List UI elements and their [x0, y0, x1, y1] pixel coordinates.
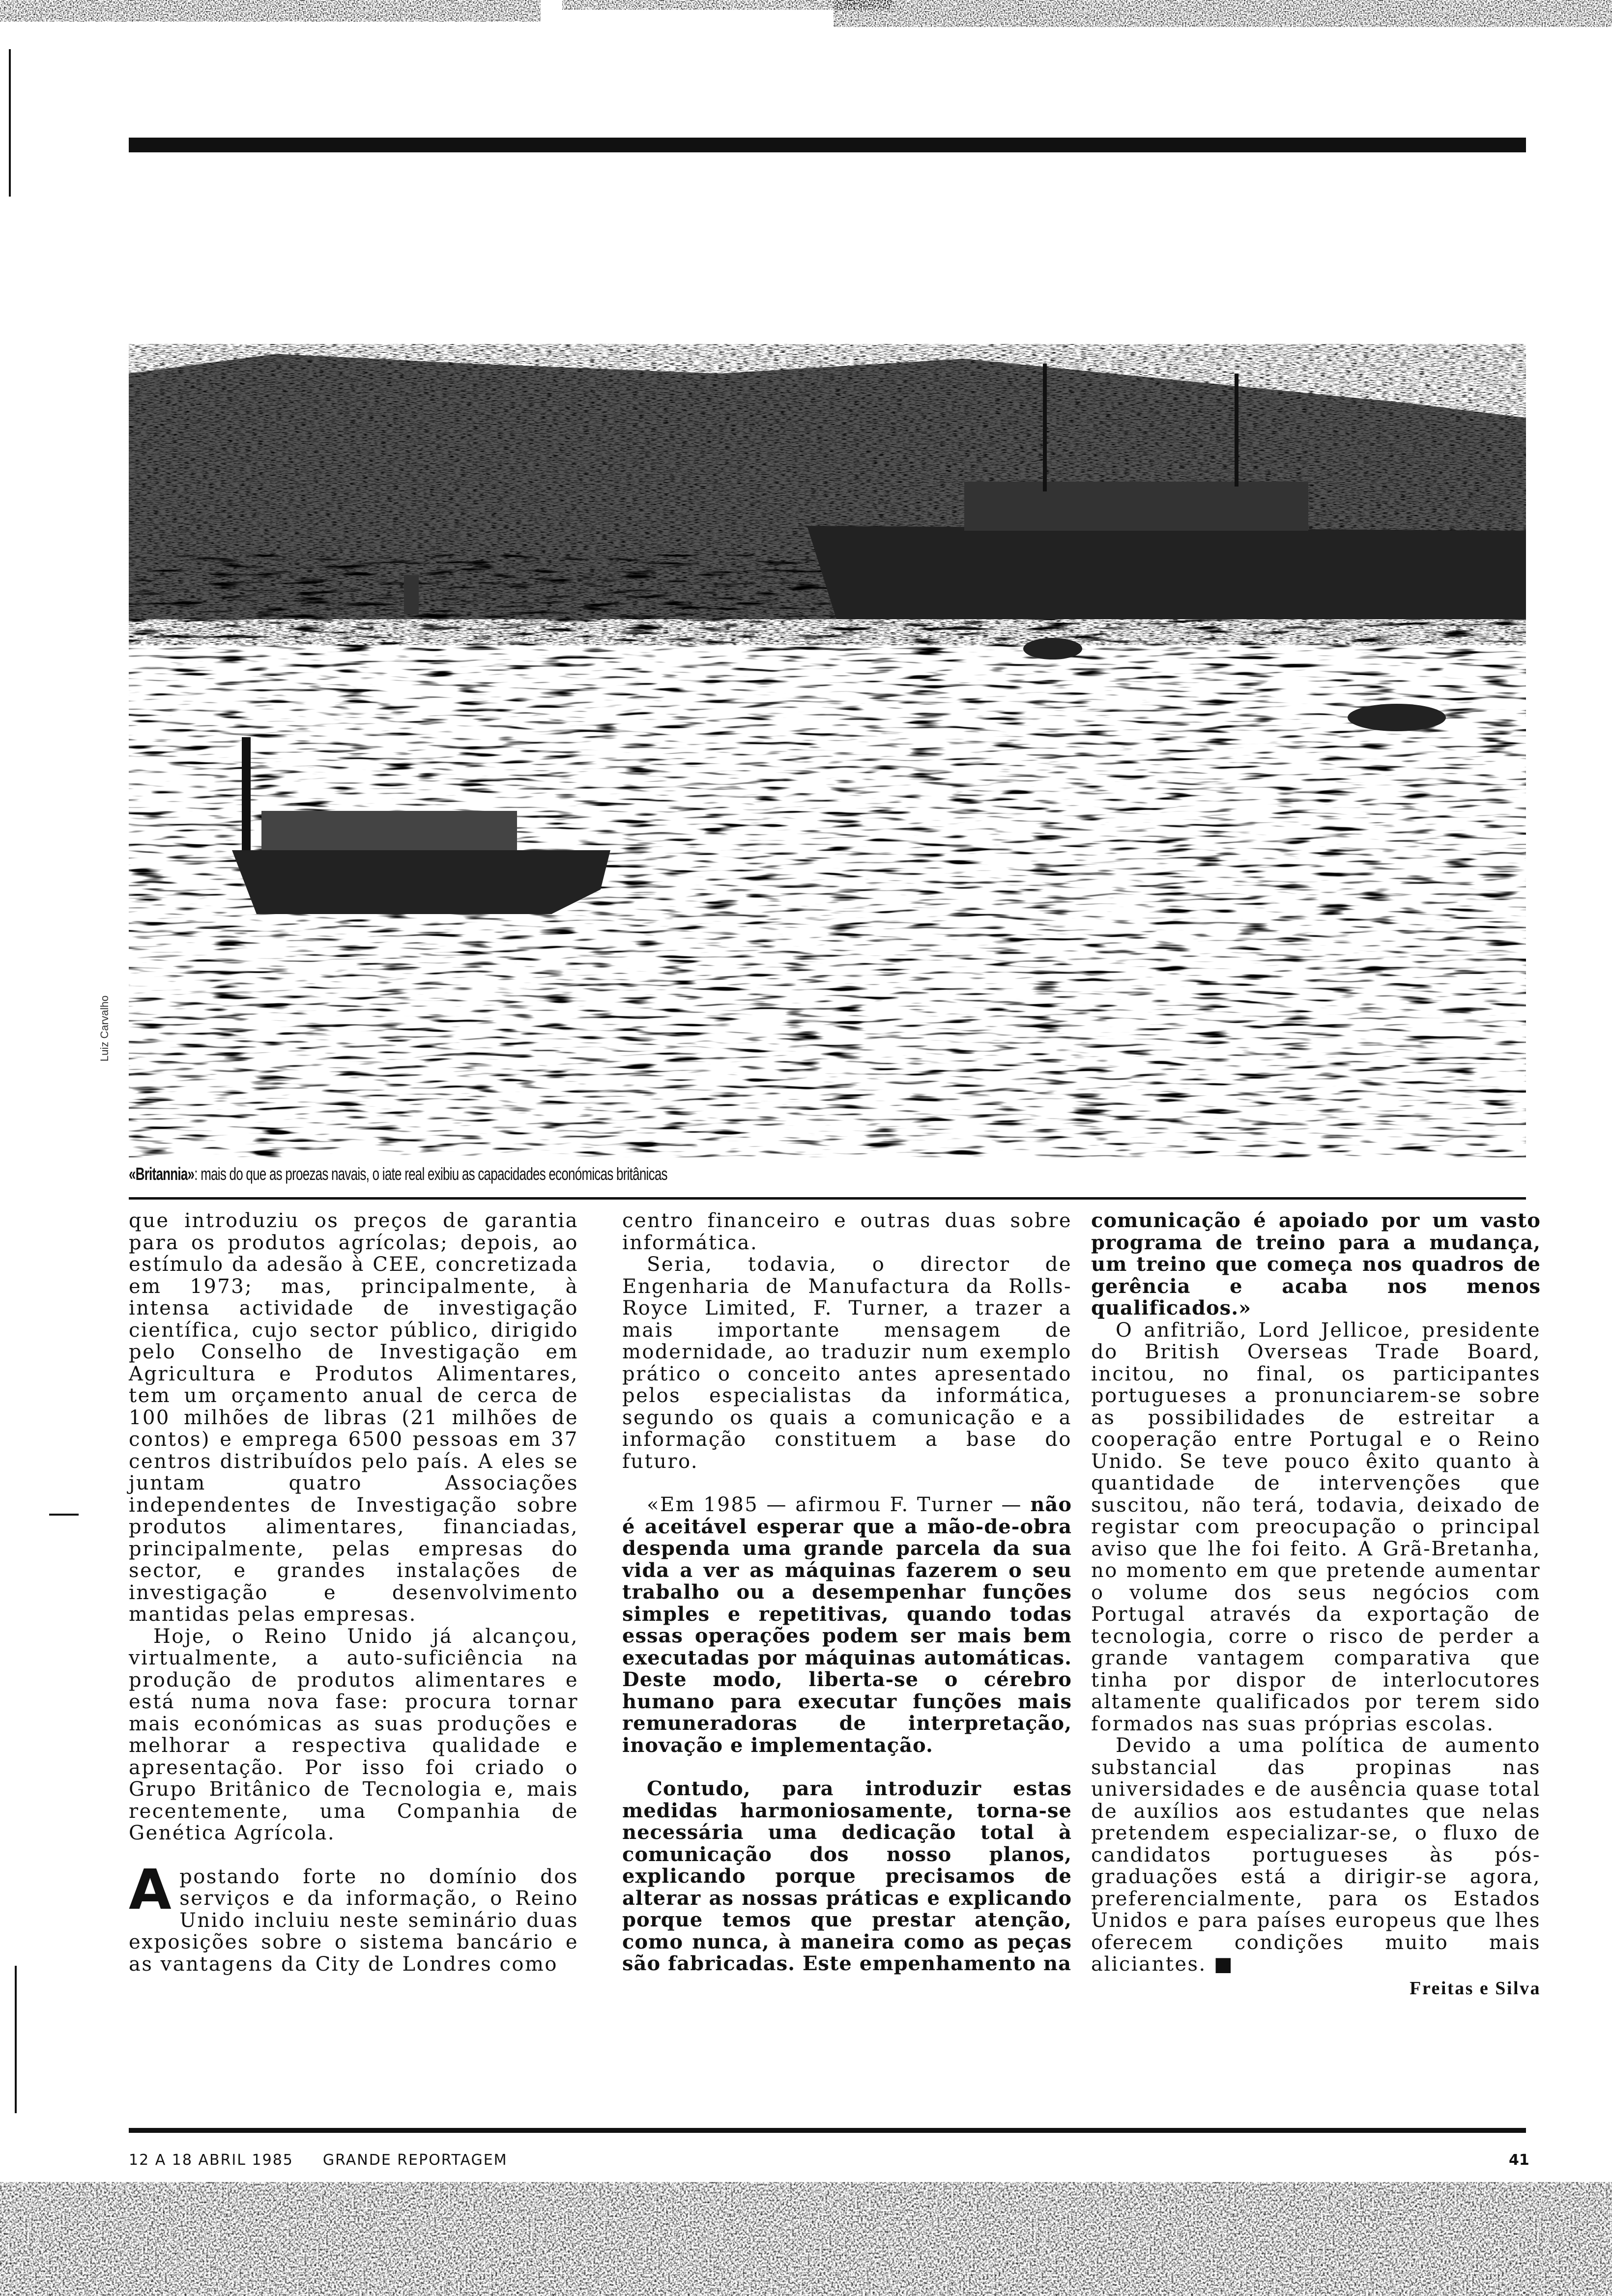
- caption-text: : mais do que as proezas navais, o iate real exibiu as capacidades económicas britânicas: [194, 1164, 667, 1184]
- page-number: 41: [1509, 2152, 1529, 2169]
- author-signature: Freitas e Silva: [1410, 1978, 1541, 1999]
- paragraph: que introduziu os preços de garantia para os produtos agrícolas; depois, ao estímulo da adesão à CEE, concretizada em 1973; mas, principalmente, à intensa actividade de investigação científica, cujo sector público, dirigido pelo Conselho de Investigação em Agricultura e Produtos Alimentares, tem um orçamento anual de cerca de 100 milhões de libras (21 milhões de contos) e emprega 6500 pessoas em 37 centros distribuídos pelo país. A eles se juntam quatro Associações independentes de Investigação sobre produtos alimentares, financiadas, principalmente, pelas empresas do sector, e grandes instalações de investigação e desenvolvimento mantidas pelas empresas.: [129, 1209, 578, 1626]
- photo-caption: [129, 1164, 667, 1184]
- quote-lead: «Em 1985 — afirmou F. Turner —: [647, 1493, 1031, 1516]
- article-column-1: [129, 1210, 578, 1975]
- caption-title: «Britannia»: [129, 1164, 195, 1184]
- paragraph: O anfitrião, Lord Jellicoe, presidente do British Overseas Trade Board, incitou, no final, os participantes portugueses a pronunciarem-se sobre as possibilidades de estreitar a cooperação entre Portugal e o Reino Unido. Se teve pouco êxito quanto à quantidade de intervenções que suscitou, não terá, todavia, deixado de registar com preocupação o principal aviso que lhe foi feito. A Grã-Bretanha, no momento em que pretende aumentar o volume dos seus negócios com Portugal através da exportação de tecnologia, corre o risco de perder a grande vantagem comparativa que tinha por dispor de interlocutores altamente qualificados por terem sido formados nas suas próprias escolas.: [1091, 1319, 1541, 1735]
- scan-noise-bottom: [0, 2182, 1612, 2296]
- quote-paragraph-bold: Contudo, para introduzir estas medidas harmoniosamente, torna-se necessária uma dedicação total à comunicação dos nosso planos, explicando porque precisamos de alterar as nossas práticas e explicando porque temos que prestar atenção, como nunca, à maneira como as peças são fabricadas. Este empenhamento na: [622, 1777, 1072, 1975]
- article-column-2: [622, 1210, 1072, 1975]
- paragraph-text: Devido a uma política de aumento substancial das propinas nas universidades e de ausência quase total de auxílios aos estudantes que nelas pretendem especializar-se, o fluxo de candidatos portugueses às pós-graduações está a dirigir-se agora, preferencialmente, para os Estados Unidos e para países europeus que lhes oferecem condições muito mais aliciantes.: [1091, 1734, 1541, 1976]
- paragraph: [1091, 1735, 1541, 1976]
- photo-credit: Luiz Carvalho: [98, 995, 111, 1062]
- caption-rule: [129, 1197, 1526, 1200]
- britannia-photo: [129, 344, 1526, 1157]
- footer-info: [129, 2152, 508, 2169]
- paragraph: Seria, todavia, o director de Engenharia de Manufactura da Rolls-Royce Limited, F. Turner, a trazer a mais importante mensagem de modernidade, ao traduzir num exemplo prático o conceito antes apresentado pelos especialistas da informática, segundo os quais a comunicação e a informação constituem a base do futuro.: [622, 1253, 1072, 1473]
- article-column-3: [1091, 1210, 1541, 1999]
- scan-edge-mark: [15, 1966, 17, 2113]
- quote-paragraph-bold: comunicação é apoiado por um vasto programa de treino para a mudança, um treino que começa nos quadros de gerência e acaba nos menos qualificados.»: [1091, 1209, 1541, 1320]
- drop-cap: A: [129, 1858, 173, 1922]
- scan-noise-top: [0, 0, 1612, 29]
- paragraph: centro financeiro e outras duas sobre informática.: [622, 1209, 1072, 1254]
- footer-rule: [129, 2128, 1526, 2133]
- paragraph-dropcap: [129, 1858, 578, 1976]
- section-name: GRANDE REPORTAGEM: [322, 2152, 508, 2169]
- quote-paragraph: [622, 1494, 1072, 1756]
- end-mark: ■: [1213, 1953, 1234, 1976]
- scan-edge-mark: [9, 49, 11, 197]
- paragraph-text: postando forte no domínio dos serviços e da informação, o Reino Unido incluiu neste seminário duas exposições sobre o sistema bancário e as vantagens da City de Londres como: [129, 1865, 578, 1976]
- top-rule: [129, 138, 1526, 152]
- scan-edge-mark: [49, 1514, 79, 1516]
- issue-date: 12 A 18 ABRIL 1985: [129, 2152, 293, 2169]
- quote-bold: não é aceitável esperar que a mão-de-obra despenda uma grande parcela da sua vida a ver as máquinas fazerem o seu trabalho ou a desempenhar funções simples e repetitivas, quando todas essas operações podem ser mais bem executadas por máquinas automáticas. Deste modo, liberta-se o cérebro humano para executar funções mais remuneradoras de interpretação, inovação e implementação.: [622, 1493, 1072, 1757]
- paragraph: Hoje, o Reino Unido já alcançou, virtualmente, a auto-suficiência na produção de produtos alimentares e está numa nova fase: procura tornar mais económicas as suas produções e melhorar a respectiva qualidade e apresentação. Por isso foi criado o Grupo Britânico de Tecnologia e, mais recentemente, uma Companhia de Genética Agrícola.: [129, 1625, 578, 1844]
